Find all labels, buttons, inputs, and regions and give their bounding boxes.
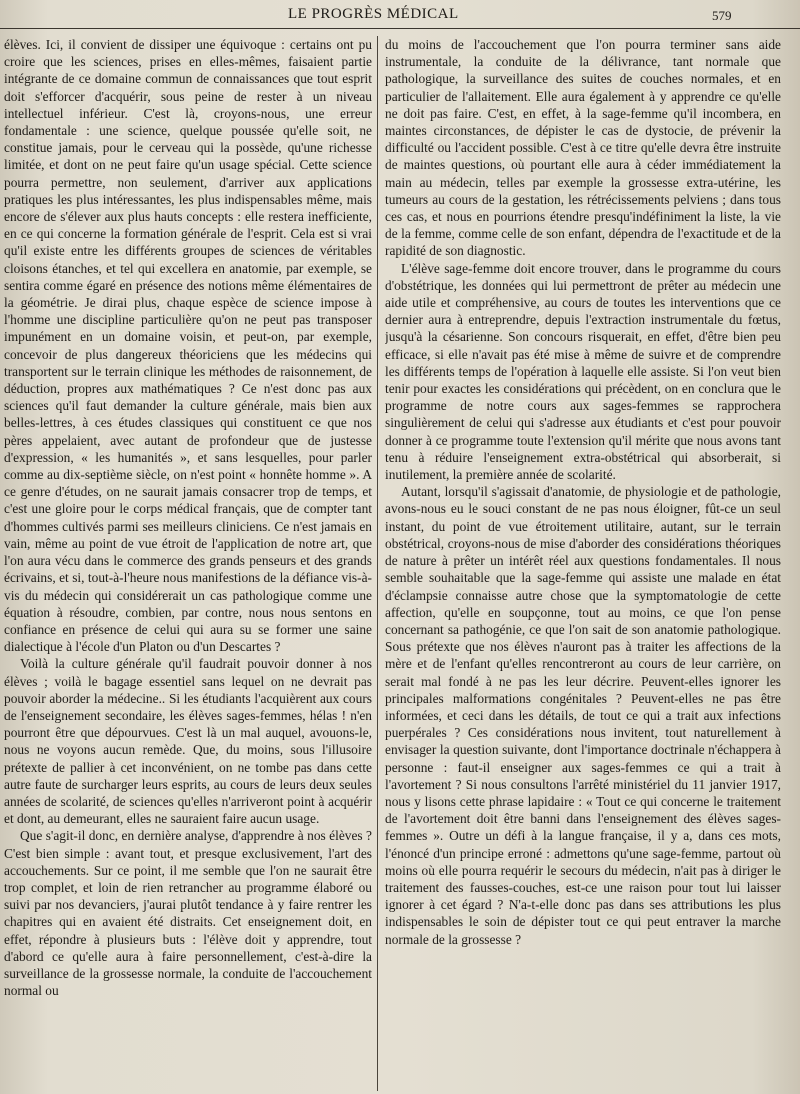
column-divider [377,36,378,1091]
right-column [385,36,781,1086]
right-paragraph-2: L'élève sage-femme doit encore trouver, dans le programme du cours d'obstétrique, les données qui lui permettront de prêter au médecin une aide utile et compréhensive, au cours de toutes les interventions que ce dernier aura à entreprendre, depuis l'extraction instrumentale du fœtus, jusqu'à la césarienne. Son concours risquerait, en effet, d'être bien peu efficace, si elle n'avait pas été mise à même de suivre et de comprendre les différents temps de l'opération à laquelle elle assiste. Si l'on veut bien tenir pour exactes les considérations qui précèdent, on en conclura que le programme de notre cours aux sages-femmes se rapprochera singulièrement de celui qui s'adresse aux étudiants et c'est pour pouvoir donner à ce programme toute l'extension qu'il mérite que nous avons tant tenu à réduire l'enseignement extra-obstétrical qui absorberait, si inutilement, la première année de scolarité. [385,260,781,483]
left-paragraph-2: Voilà la culture générale qu'il faudrait pouvoir donner à nos élèves ; voilà le bagage essentiel sans lequel on ne devrait pas pouvoir aborder la médecine.. Si les étudiants l'acquièrent aux cours de l'enseignement secondaire, les élèves sages-femmes, hélas ! n'en pourront être que dépourvues. C'est là un mal auquel, avouons-le, nous ne voyons aucun remède. Que, du moins, sous l'illusoire prétexte de pallier à cet inconvénient, on ne tombe pas dans cette autre faute de surcharger leurs esprits, au cours de leurs deux seules années de scolarité, de sciences qu'elles n'arriveront point à acquérir et dont, au demeurant, elles ne sauraient faire aucun usage. [4,656,372,827]
running-title: LE PROGRÈS MÉDICAL [288,6,459,22]
left-column [4,36,372,1086]
right-paragraph-3: Autant, lorsqu'il s'agissait d'anatomie, de physiologie et de pathologie, avons-nous eu le souci constant de ne pas nous éloigner, fût-ce un seul instant, du point de vue étroitement utilitaire, autant, sur le terrain obstétrical, croyons-nous de mise d'aborder des considérations théoriques de nature à prêter un intérêt réel aux questions fondamentales. Il nous semble souhaitable que la sage-femme qui assiste une malade en état d'éclampsie connaisse autre chose que la symptomatologie de cette affection, qu'elle en soupçonne, tout au moins, ce que l'on pense concernant sa pathogénie, ce que l'on sait de son anatomie pathologique. Sous prétexte que nos élèves n'auront pas à traiter les affections de la mère et de l'enfant qu'elles rencontreront au cours de leur carrière, on serait mal fondé à ne pas les leur décrire. Peuvent-elles ignorer les principales malformations congénitales ? Peuvent-elles ne pas être informées, et ceci dans les détails, de tout ce qui a trait aux infections puerpérales ? Ces considérations nous invitent, tout naturellement à envisager la question suivante, dont l'importance doctrinale n'échappera à personne : faut-il enseigner aux sages-femmes ce qui a trait à l'avortement ? Si nous consultons l'arrêté ministériel du 11 janvier 1917, nous y lisons cette phrase lapidaire : « Tout ce qui concerne le traitement de l'avortement doit être banni dans l'enseignement des élèves sages-femmes ». Outre un défi à la langue française, il y a, dans ces mots, l'énoncé d'un principe erroné : admettons qu'une sage-femme, partout où moins où elle pourra requérir le secours du médecin, n'ait pas à diriger le traitement des fausses-couches, est-ce une raison pour tout lui laisser ignorer à cet égard ? N'a-t-elle donc pas dans ses attributions les plus indispensables le soin de dépister tout ce qui peut entraver la marche normale de la grossesse ? [385,484,781,947]
right-paragraph-1: du moins de l'accouchement que l'on pourra terminer sans aide instrumentale, la conduite de la délivrance, tant normale que pathologique, la surveillance des suites de couches normales, et en particulier de l'allaitement. Elle aura également à y apprendre ce qu'elle ne doit pas faire. C'est, en effet, à la sage-femme qu'il incombera, en maintes circonstances, de dépister le cas de dystocie, de prévenir la difficulté ou l'accident possible. C'est à ce titre qu'elle devra être instruite de maintes questions, où pourtant elle aura à céder immédiatement la main au médecin, telles par exemple la grossesse extra-utérine, les tumeurs au cours de la gestation, les rétrécissements pelviens ; dans tous ces cas, et nous en pourrions étendre presqu'indéfiniment la liste, la vie de la femme, comme celle de son enfant, dépendra de l'exactitude et de la rapidité de son diagnostic. [385,37,781,259]
page-number: 579 [712,8,732,23]
page-header [0,4,800,26]
header-rule [0,28,800,29]
left-paragraph-3: Que s'agit-il donc, en dernière analyse, d'apprendre à nos élèves ? C'est bien simple : avant tout, et presque exclusivement, l'art des accouchements. Sur ce point, il me semble que l'on ne saurait être trop complet, et loin de rien retrancher au programme élaboré ou suivi par nos devanciers, j'aurai plutôt tendance à y faire rentrer les chapitres qui en avaient été distraits. Cet enseignement doit, en effet, répondre à plusieurs buts : l'élève doit y apprendre, tout d'abord ce qu'elle aura à faire personnellement, c'est-à-dire la surveillance de la grossesse normale, la conduite de l'accouchement normal ou [4,828,372,999]
left-paragraph-1: élèves. Ici, il convient de dissiper une équivoque : certains ont pu croire que les sciences, prises en elles-mêmes, faisaient partie intégrante de ce domaine commun de connaissances que tout esprit doit s'efforcer d'acquérir, sous peine de rester à un niveau intellectuel inférieur. C'est là, croyons-nous, une erreur fondamentale : une science, quelque poussée qu'elle soit, ne constitue jamais, pour le cerveau qui la possède, qu'une richesse limitée, et dont on ne peut faire qu'un usage spécial. Cette science pourra permettre, non seulement, d'arriver aux applications pratiques les plus intéressantes, les plus indispensables même, mais encore de s'élever aux plus hauts concepts : elle restera inefficiente, en ce qui concerne la formation générale de l'esprit. Cela est si vrai qu'il existe entre les différents groupes de sciences de véritables cloisons étanches, et tel qui excellera en anatomie, par exemple, se sentira comme égaré en présence des notions même élémentaires de la géométrie. Je dirai plus, chaque espèce de science impose à l'homme une discipline particulière qu'on ne peut pas transposer impunément en un domaine voisin, et peut-on, par exemple, concevoir de plus dangereux théoriciens que les médecins qui transportent sur le terrain clinique les méthodes de raisonnement, de déduction, propres aux mathématiques ? Ce n'est donc pas aux sciences qu'il faut demander la culture générale, mais bien aux belles-lettres, à ces études classiques qui constituent ce que nos pères appelaient, avec autant de profondeur que de justesse d'expression, « les humanités », et sans lesquelles, pour parler comme au dix-septième siècle, on n'est point « honnête homme ». A ce genre d'études, on ne saurait jamais consacrer trop de temps, et c'est une gloire pour le corps médical français, que de compter tant d'hommes cultivés parmi ses meilleurs cliniciens. Ce n'est jamais en vain, même au point de vue étroit de l'application de notre art, que l'on aura vécu dans le commerce des grands penseurs et des grands écrivains, et si, tout-à-l'heure nous manifestions de la défiance vis-à-vis du médecin qui considérerait un cas pathologique comme une équation à résoudre, combien, par contre, nous nous sentons en confiance en présence de celui qui aura su se former une saine dialectique à l'école d'un Platon ou d'un Descartes ? [4,37,372,655]
